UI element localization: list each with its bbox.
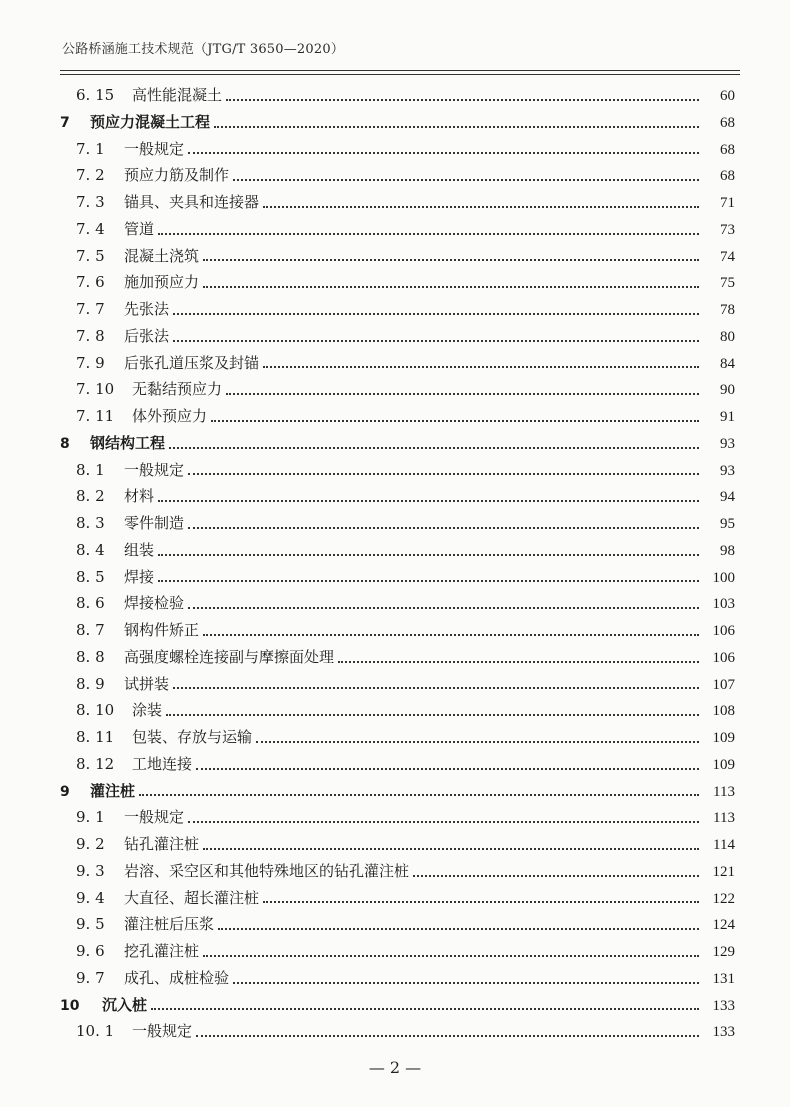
dot-leader — [226, 392, 699, 395]
dot-leader — [139, 793, 699, 796]
toc-entry-number: 10 — [60, 997, 80, 1014]
toc-section-entry[interactable] — [60, 885, 735, 912]
toc-entry-number: 9. 3 — [76, 861, 105, 880]
toc-entry-number: 8. 6 — [76, 594, 105, 613]
toc-entry-page: 109 — [712, 756, 735, 773]
toc-entry-page: 121 — [712, 863, 735, 880]
toc-entry-page: 100 — [712, 569, 735, 586]
toc-entry-number: 9 — [60, 783, 70, 800]
toc-entry-page: 98 — [720, 542, 735, 559]
toc-entry-page: 133 — [712, 997, 735, 1014]
toc-section-entry[interactable] — [60, 269, 735, 296]
dot-leader — [211, 419, 699, 422]
toc-section-entry[interactable] — [60, 162, 735, 189]
toc-section-entry[interactable] — [60, 483, 735, 510]
toc-entry-number: 10. 1 — [76, 1022, 115, 1041]
header-rule — [60, 70, 740, 71]
toc-entry-number: 7. 5 — [76, 246, 105, 265]
toc-entry-title: 灌注桩 — [90, 781, 136, 800]
dot-leader — [188, 820, 699, 823]
toc-entry-title: 锚具、夹具和连接器 — [124, 193, 260, 211]
toc-section-entry[interactable] — [60, 671, 735, 698]
toc-entry-page: 103 — [712, 596, 735, 613]
dot-leader — [158, 232, 699, 235]
toc-section-entry[interactable] — [60, 590, 735, 617]
toc-entry-title: 零件制造 — [124, 514, 185, 532]
toc-entry-number: 7. 10 — [76, 380, 115, 399]
toc-section-entry[interactable] — [60, 697, 735, 724]
toc-entry-title: 一般规定 — [124, 460, 185, 479]
toc-section-entry[interactable] — [60, 1018, 735, 1045]
toc-entry-page: 124 — [712, 917, 735, 934]
toc-section-entry[interactable] — [60, 296, 735, 323]
toc-section-entry[interactable] — [60, 82, 735, 109]
toc-entry-title: 高强度螺栓连接副与摩擦面处理 — [124, 647, 335, 666]
toc-section-entry[interactable] — [60, 537, 735, 564]
toc-entry-title: 大直径、超长灌注桩 — [124, 888, 260, 907]
toc-entry-page: 73 — [720, 221, 735, 238]
toc-entry-page: 84 — [720, 355, 735, 372]
toc-entry-page: 107 — [712, 676, 735, 693]
toc-entry-number: 8. 5 — [76, 567, 105, 586]
toc-section-entry[interactable] — [60, 189, 735, 216]
dot-leader — [256, 740, 699, 743]
toc-entry-title: 材料 — [124, 487, 155, 506]
toc-entry-number: 8. 9 — [76, 674, 105, 693]
toc-entry-page: 133 — [712, 1024, 735, 1041]
page-number: — 2 — — [368, 1058, 422, 1077]
toc-entry-number: 8. 1 — [76, 460, 105, 479]
toc-section-entry[interactable] — [60, 911, 735, 938]
dot-leader — [188, 606, 699, 609]
toc-section-entry[interactable] — [60, 350, 735, 377]
toc-section-entry[interactable] — [60, 858, 735, 885]
dot-leader — [158, 553, 699, 556]
toc-entry-number: 7. 1 — [76, 139, 105, 158]
toc-entry-page: 68 — [720, 141, 735, 158]
toc-entry-title: 施加预应力 — [124, 273, 200, 292]
dot-leader — [166, 713, 699, 716]
dot-leader — [203, 954, 699, 957]
toc-entry-number: 9. 2 — [76, 835, 105, 853]
toc-entry-page: 75 — [720, 275, 735, 292]
toc-section-entry[interactable] — [60, 403, 735, 430]
toc-section-entry[interactable] — [60, 323, 735, 350]
toc-entry-title: 钻孔灌注桩 — [124, 835, 200, 853]
toc-entry-page: 106 — [712, 623, 735, 639]
toc-entry-title: 成孔、成桩检验 — [124, 968, 230, 987]
toc-section-entry[interactable] — [60, 617, 735, 644]
toc-entry-page: 93 — [720, 462, 735, 479]
toc-entry-number: 7 — [60, 114, 70, 131]
toc-entry-title: 预应力混凝土工程 — [90, 112, 211, 131]
toc-section-entry[interactable] — [60, 136, 735, 163]
toc-entry-page: 60 — [720, 88, 735, 104]
toc-entry-page: 113 — [713, 783, 735, 800]
dot-leader — [173, 686, 699, 689]
toc-entry-page: 113 — [713, 810, 735, 827]
dot-leader — [151, 1007, 699, 1010]
toc-section-entry[interactable] — [60, 751, 735, 778]
toc-entry-number: 6. 15 — [76, 86, 115, 104]
toc-entry-title: 沉入桩 — [102, 995, 148, 1014]
toc-entry-title: 无黏结预应力 — [132, 380, 223, 399]
dot-leader — [188, 151, 699, 154]
dot-leader — [173, 312, 699, 315]
toc-entry-page: 80 — [720, 328, 735, 345]
toc-entry-title: 一般规定 — [132, 1022, 193, 1041]
toc-entry-title: 后张法 — [124, 326, 170, 345]
toc-entry-title: 焊接检验 — [124, 594, 185, 613]
toc-entry-title: 一般规定 — [124, 808, 185, 827]
dot-leader — [263, 900, 699, 903]
dot-leader — [188, 526, 699, 529]
toc-chapter-entry[interactable] — [60, 109, 735, 136]
toc-entry-title: 先张法 — [124, 300, 170, 318]
dot-leader — [196, 767, 699, 770]
toc-section-entry[interactable] — [60, 376, 735, 403]
toc-entry-number: 7. 7 — [76, 300, 105, 318]
toc-entry-number: 7. 3 — [76, 193, 105, 211]
toc-entry-number: 9. 1 — [76, 808, 105, 827]
toc-entry-title: 试拼装 — [124, 674, 170, 693]
toc-entry-page: 91 — [720, 409, 735, 425]
toc-section-entry[interactable] — [60, 831, 735, 858]
toc-entry-title: 钢结构工程 — [90, 433, 166, 452]
toc-entry-number: 7. 8 — [76, 326, 105, 345]
dot-leader — [203, 258, 699, 261]
header-rule-thin — [60, 74, 740, 75]
toc-section-entry[interactable] — [60, 216, 735, 243]
table-of-contents — [60, 82, 735, 1045]
dot-leader — [218, 927, 699, 930]
dot-leader — [413, 874, 699, 877]
dot-leader — [203, 633, 699, 636]
toc-entry-page: 122 — [712, 890, 735, 907]
toc-entry-number: 8. 7 — [76, 621, 105, 639]
toc-entry-page: 71 — [720, 195, 735, 211]
toc-entry-page: 78 — [720, 302, 735, 318]
toc-entry-number: 7. 4 — [76, 219, 105, 238]
toc-entry-title: 预应力筋及制作 — [124, 166, 230, 185]
toc-entry-title: 钢构件矫正 — [124, 621, 200, 639]
toc-entry-number: 8. 11 — [76, 728, 115, 746]
toc-entry-title: 岩溶、采空区和其他特殊地区的钻孔灌注桩 — [124, 861, 410, 880]
toc-entry-number: 8. 12 — [76, 754, 115, 773]
toc-entry-number: 8. 10 — [76, 701, 115, 720]
toc-entry-page: 131 — [712, 970, 735, 987]
toc-section-entry[interactable] — [60, 938, 735, 965]
toc-entry-page: 68 — [720, 114, 735, 131]
running-header: 公路桥涵施工技术规范（JTG/T 3650—2020） — [62, 42, 345, 57]
dot-leader — [214, 125, 699, 128]
toc-section-entry[interactable] — [60, 804, 735, 831]
toc-entry-title: 灌注桩后压浆 — [124, 915, 215, 934]
toc-section-entry[interactable] — [60, 644, 735, 671]
toc-entry-title: 体外预应力 — [132, 407, 208, 425]
dot-leader — [203, 285, 699, 288]
dot-leader — [233, 981, 699, 984]
dot-leader — [158, 579, 699, 582]
toc-entry-page: 93 — [720, 435, 735, 452]
dot-leader — [188, 472, 699, 475]
toc-section-entry[interactable] — [60, 564, 735, 591]
toc-entry-number: 8. 4 — [76, 540, 105, 559]
toc-entry-number: 9. 7 — [76, 968, 105, 987]
toc-entry-number: 9. 5 — [76, 915, 105, 934]
toc-entry-number: 7. 2 — [76, 166, 105, 185]
toc-entry-title: 包装、存放与运输 — [132, 728, 253, 746]
toc-entry-page: 94 — [720, 489, 735, 506]
dot-leader — [233, 178, 699, 181]
toc-entry-page: 90 — [720, 382, 735, 399]
toc-section-entry[interactable] — [60, 243, 735, 270]
toc-entry-number: 7. 11 — [76, 407, 115, 425]
dot-leader — [158, 499, 699, 502]
toc-entry-title: 混凝土浇筑 — [124, 246, 200, 265]
toc-entry-title: 焊接 — [124, 567, 155, 586]
toc-entry-title: 工地连接 — [132, 754, 193, 773]
toc-entry-number: 9. 6 — [76, 942, 105, 960]
dot-leader — [263, 205, 699, 208]
toc-chapter-entry[interactable] — [60, 430, 735, 457]
toc-entry-number: 8. 8 — [76, 647, 105, 666]
toc-entry-number: 9. 4 — [76, 888, 105, 907]
toc-entry-page: 106 — [712, 649, 735, 666]
toc-entry-title: 一般规定 — [124, 139, 185, 158]
toc-entry-page: 68 — [720, 168, 735, 185]
toc-entry-title: 高性能混凝土 — [132, 86, 223, 104]
toc-chapter-entry[interactable] — [60, 992, 735, 1019]
toc-entry-title: 挖孔灌注桩 — [124, 942, 200, 960]
toc-entry-title: 涂装 — [132, 701, 163, 720]
toc-chapter-entry[interactable] — [60, 778, 735, 805]
toc-entry-page: 114 — [713, 837, 735, 853]
toc-entry-title: 后张孔道压浆及封锚 — [124, 353, 260, 372]
dot-leader — [169, 446, 699, 449]
toc-entry-page: 109 — [712, 730, 735, 746]
toc-entry-title: 管道 — [124, 219, 155, 238]
dot-leader — [196, 1034, 699, 1037]
toc-entry-title: 组装 — [124, 540, 155, 559]
toc-section-entry[interactable] — [60, 457, 735, 484]
toc-entry-number: 8 — [60, 435, 70, 452]
dot-leader — [173, 339, 699, 342]
toc-entry-page: 74 — [720, 248, 735, 265]
toc-entry-page: 108 — [712, 703, 735, 720]
toc-entry-number: 7. 6 — [76, 273, 105, 292]
dot-leader — [338, 660, 699, 663]
dot-leader — [226, 98, 699, 101]
toc-entry-number: 8. 2 — [76, 487, 105, 506]
toc-section-entry[interactable] — [60, 510, 735, 537]
toc-entry-page: 129 — [712, 944, 735, 960]
toc-entry-page: 95 — [720, 516, 735, 532]
dot-leader — [203, 847, 699, 850]
toc-entry-number: 7. 9 — [76, 353, 105, 372]
toc-section-entry[interactable] — [60, 965, 735, 992]
toc-entry-number: 8. 3 — [76, 514, 105, 532]
toc-section-entry[interactable] — [60, 724, 735, 751]
dot-leader — [263, 365, 699, 368]
